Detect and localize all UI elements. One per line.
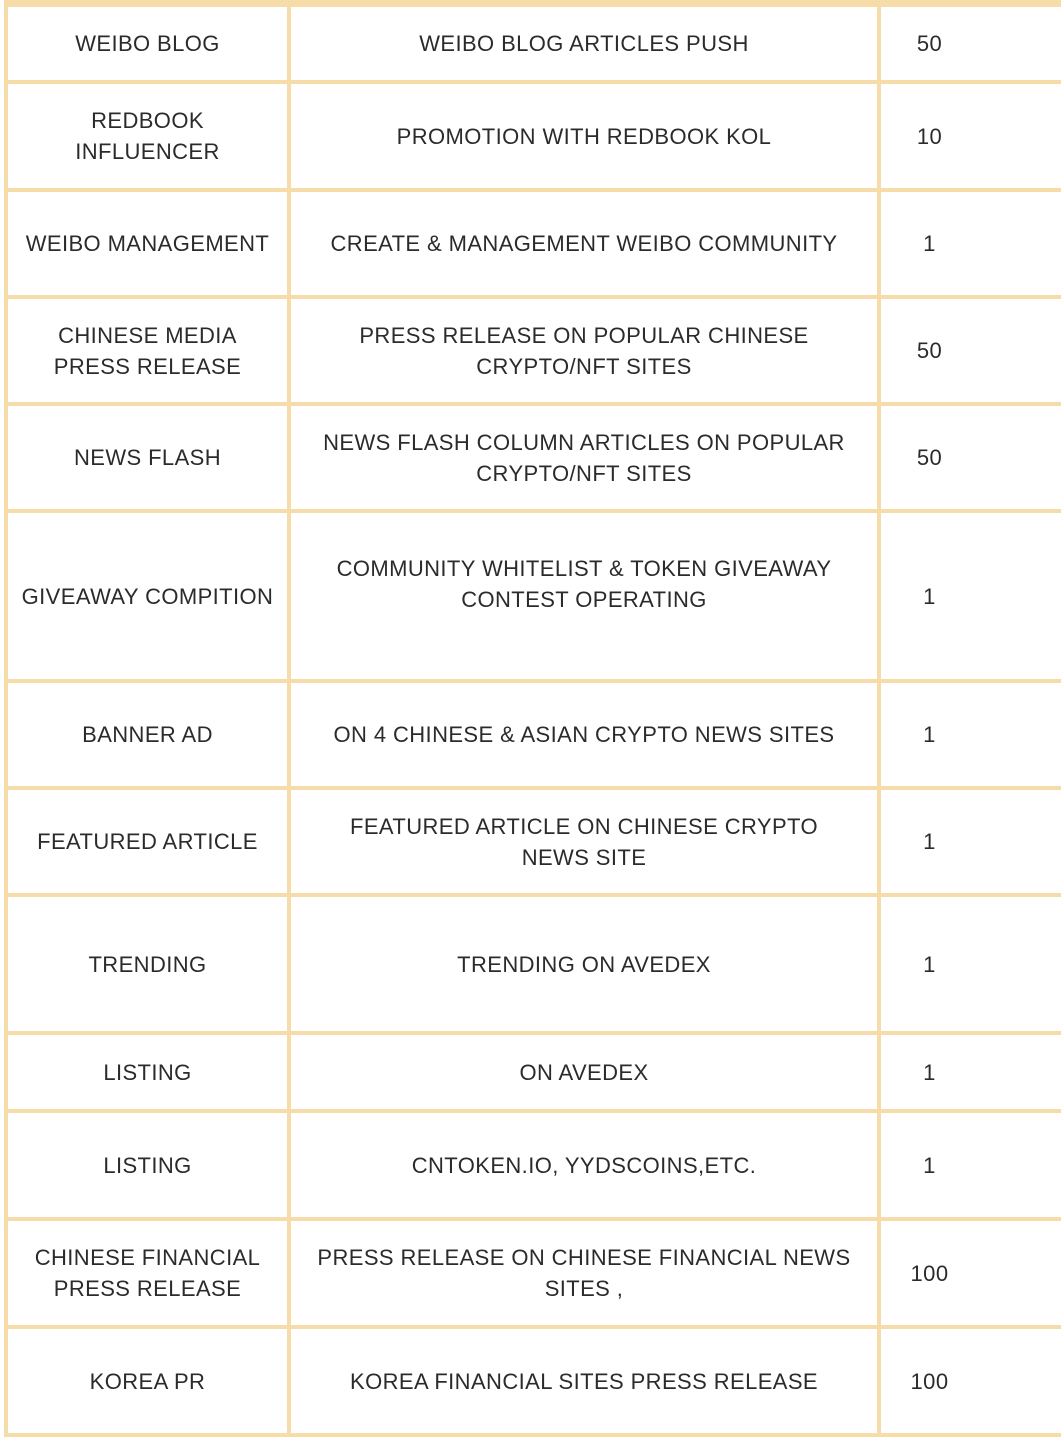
service-description-cell: WEIBO BLOG ARTICLES PUSH: [289, 5, 879, 82]
service-description-cell: CNTOKEN.IO, YYDSCOINS,ETC.: [289, 1111, 879, 1219]
service-quantity-cell: 1: [879, 895, 1061, 1033]
table-row: [6, 1033, 1061, 1111]
service-quantity-cell: 50: [879, 404, 1061, 511]
table-row: [6, 297, 1061, 404]
table-row: [6, 788, 1061, 895]
services-table: [4, 3, 1061, 1437]
service-name-cell: KOREA PR: [6, 1327, 289, 1435]
table-row: [6, 5, 1061, 82]
service-name-cell: NEWS FLASH: [6, 404, 289, 511]
service-description-cell: FEATURED ARTICLE ON CHINESE CRYPTO NEWS SITE: [289, 788, 879, 895]
table-row: [6, 1327, 1061, 1435]
service-description-cell: TRENDING ON AVEDEX: [289, 895, 879, 1033]
service-quantity-cell: 100: [879, 1219, 1061, 1327]
service-quantity-cell: 1: [879, 788, 1061, 895]
service-name-cell: CHINESE MEDIA PRESS RELEASE: [6, 297, 289, 404]
service-description-cell: CREATE & MANAGEMENT WEIBO COMMUNITY: [289, 190, 879, 297]
service-quantity-cell: 100: [879, 1327, 1061, 1435]
service-description-cell: ON 4 CHINESE & ASIAN CRYPTO NEWS SITES: [289, 681, 879, 788]
table-row: [6, 190, 1061, 297]
table-row: [6, 511, 1061, 681]
table-row: [6, 1111, 1061, 1219]
service-name-cell: WEIBO MANAGEMENT: [6, 190, 289, 297]
table-row: [6, 82, 1061, 190]
service-description-cell: PROMOTION WITH REDBOOK KOL: [289, 82, 879, 190]
service-name-cell: LISTING: [6, 1033, 289, 1111]
service-name-cell: REDBOOK INFLUENCER: [6, 82, 289, 190]
service-quantity-cell: 50: [879, 5, 1061, 82]
table-row: [6, 681, 1061, 788]
service-description-cell: COMMUNITY WHITELIST & TOKEN GIVEAWAY CONTEST OPERATING: [289, 511, 879, 681]
service-name-cell: FEATURED ARTICLE: [6, 788, 289, 895]
service-description-cell: NEWS FLASH COLUMN ARTICLES ON POPULAR CRYPTO/NFT SITES: [289, 404, 879, 511]
services-table-container: [4, 0, 1061, 1437]
service-name-cell: BANNER AD: [6, 681, 289, 788]
service-quantity-cell: 1: [879, 1033, 1061, 1111]
service-description-cell: PRESS RELEASE ON CHINESE FINANCIAL NEWS SITES ,: [289, 1219, 879, 1327]
service-quantity-cell: 1: [879, 681, 1061, 788]
service-description-cell: ON AVEDEX: [289, 1033, 879, 1111]
table-row: [6, 1219, 1061, 1327]
service-name-cell: LISTING: [6, 1111, 289, 1219]
table-row: [6, 895, 1061, 1033]
service-quantity-cell: 1: [879, 190, 1061, 297]
service-quantity-cell: 10: [879, 82, 1061, 190]
service-quantity-cell: 1: [879, 1111, 1061, 1219]
service-name-cell: GIVEAWAY COMPITION: [6, 511, 289, 681]
service-description-cell: PRESS RELEASE ON POPULAR CHINESE CRYPTO/NFT SITES: [289, 297, 879, 404]
service-name-cell: WEIBO BLOG: [6, 5, 289, 82]
service-quantity-cell: 1: [879, 511, 1061, 681]
table-row: [6, 404, 1061, 511]
service-name-cell: CHINESE FINANCIAL PRESS RELEASE: [6, 1219, 289, 1327]
service-name-cell: TRENDING: [6, 895, 289, 1033]
service-description-cell: KOREA FINANCIAL SITES PRESS RELEASE: [289, 1327, 879, 1435]
service-quantity-cell: 50: [879, 297, 1061, 404]
